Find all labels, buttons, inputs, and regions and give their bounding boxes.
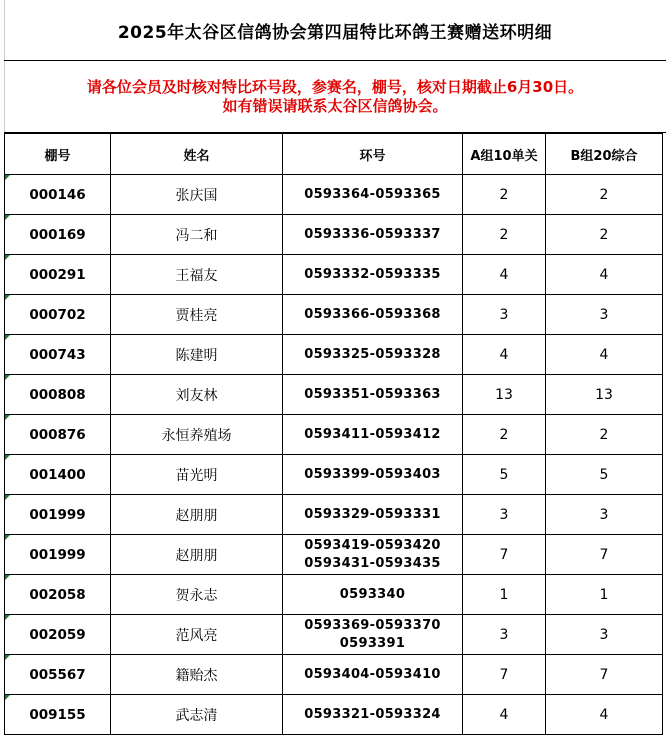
table-row (5, 655, 663, 695)
cell-shed[interactable]: 000169 (5, 215, 111, 255)
cell-shed[interactable]: 000146 (5, 175, 111, 215)
cell-shed[interactable]: 001400 (5, 455, 111, 495)
cell-name[interactable]: 范风亮 (111, 615, 283, 655)
cell-name[interactable]: 赵朋朋 (111, 535, 283, 575)
cell-ring[interactable] (283, 455, 463, 495)
cell-name[interactable]: 王福友 (111, 255, 283, 295)
ring-range-2: 0593431-0593435 (304, 555, 441, 571)
notice-line-2: 如有错误请联系太谷区信鸽协会。 (222, 96, 448, 115)
cell-ring[interactable] (283, 175, 463, 215)
ring-range-1: 0593419-0593420 (304, 537, 441, 553)
cell-ring[interactable] (283, 615, 463, 655)
cell-group-b[interactable]: 7 (546, 655, 663, 695)
cell-group-a[interactable]: 7 (463, 535, 546, 575)
cell-shed[interactable]: 001999 (5, 535, 111, 575)
table-row (5, 455, 663, 495)
notice-line-1: 请各位会员及时核对特比环号段，参赛名，棚号，核对日期截止6月30日。 (86, 77, 584, 96)
header-row (5, 134, 663, 175)
cell-group-a[interactable]: 4 (463, 255, 546, 295)
cell-name[interactable]: 永恒养殖场 (111, 415, 283, 455)
cell-name[interactable]: 赵朋朋 (111, 495, 283, 535)
table-row (5, 255, 663, 295)
table-row (5, 175, 663, 215)
ring-range-1: 0593404-0593410 (304, 666, 441, 682)
cell-ring[interactable] (283, 295, 463, 335)
cell-group-a[interactable]: 3 (463, 615, 546, 655)
cell-shed[interactable]: 000743 (5, 335, 111, 375)
ring-range-1: 0593411-0593412 (304, 426, 441, 442)
header-group-a[interactable]: A组10单关 (463, 134, 546, 175)
ring-range-1: 0593369-0593370 (304, 617, 441, 633)
cell-group-b[interactable]: 1 (546, 575, 663, 615)
cell-group-a[interactable]: 4 (463, 335, 546, 375)
cell-name[interactable]: 苗光明 (111, 455, 283, 495)
cell-name[interactable]: 贺永志 (111, 575, 283, 615)
header-shed[interactable]: 棚号 (5, 134, 111, 175)
cell-ring[interactable] (283, 535, 463, 575)
cell-ring[interactable] (283, 495, 463, 535)
table-row (5, 415, 663, 455)
cell-ring[interactable] (283, 655, 463, 695)
table-row (5, 495, 663, 535)
cell-shed[interactable]: 000808 (5, 375, 111, 415)
cell-group-a[interactable]: 3 (463, 495, 546, 535)
header-ring[interactable]: 环号 (283, 134, 463, 175)
cell-group-a[interactable]: 4 (463, 695, 546, 735)
cell-group-b[interactable]: 3 (546, 295, 663, 335)
cell-shed[interactable]: 009155 (5, 695, 111, 735)
cell-ring[interactable] (283, 415, 463, 455)
ring-range-1: 0593332-0593335 (304, 266, 441, 282)
ring-range-2: 0593391 (339, 635, 406, 651)
cell-group-a[interactable]: 7 (463, 655, 546, 695)
cell-ring[interactable] (283, 575, 463, 615)
ring-range-1: 0593399-0593403 (304, 466, 441, 482)
cell-name[interactable]: 刘友林 (111, 375, 283, 415)
cell-shed[interactable]: 000876 (5, 415, 111, 455)
table-row (5, 215, 663, 255)
cell-ring[interactable] (283, 335, 463, 375)
cell-group-b[interactable]: 4 (546, 335, 663, 375)
cell-ring[interactable] (283, 255, 463, 295)
cell-group-b[interactable]: 7 (546, 535, 663, 575)
cell-group-a[interactable]: 2 (463, 415, 546, 455)
cell-shed[interactable]: 000291 (5, 255, 111, 295)
cell-group-b[interactable]: 2 (546, 215, 663, 255)
ring-range-1: 0593364-0593365 (304, 186, 441, 202)
ring-range-1: 0593325-0593328 (304, 346, 441, 362)
ring-range-1: 0593351-0593363 (304, 386, 441, 402)
cell-group-b[interactable]: 13 (546, 375, 663, 415)
cell-name[interactable]: 张庆国 (111, 175, 283, 215)
cell-group-b[interactable]: 4 (546, 695, 663, 735)
table-row (5, 575, 663, 615)
cell-group-a[interactable]: 3 (463, 295, 546, 335)
cell-group-a[interactable]: 1 (463, 575, 546, 615)
ring-range-1: 0593340 (339, 586, 406, 602)
cell-group-a[interactable]: 5 (463, 455, 546, 495)
ring-range-1: 0593336-0593337 (304, 226, 441, 242)
ring-range-1: 0593366-0593368 (304, 306, 441, 322)
header-name[interactable]: 姓名 (111, 134, 283, 175)
cell-group-a[interactable]: 2 (463, 175, 546, 215)
ring-range-1: 0593329-0593331 (304, 506, 441, 522)
cell-group-b[interactable]: 2 (546, 415, 663, 455)
cell-group-b[interactable]: 3 (546, 495, 663, 535)
cell-group-a[interactable]: 2 (463, 215, 546, 255)
table-row (5, 375, 663, 415)
table-row (5, 335, 663, 375)
notice-banner[interactable] (4, 61, 666, 133)
cell-name[interactable]: 冯二和 (111, 215, 283, 255)
cell-group-a[interactable]: 13 (463, 375, 546, 415)
table-row (5, 295, 663, 335)
cell-group-b[interactable]: 3 (546, 615, 663, 655)
cell-shed[interactable]: 002058 (5, 575, 111, 615)
table-row (5, 615, 663, 655)
cell-shed[interactable]: 000702 (5, 295, 111, 335)
table-row (5, 695, 663, 735)
sheet-title[interactable]: 2025年太谷区信鸽协会第四届特比环鸽王赛赠送环明细 (4, 0, 666, 61)
cell-ring[interactable] (283, 695, 463, 735)
table-row (5, 535, 663, 575)
cell-name[interactable]: 贾桂亮 (111, 295, 283, 335)
ring-allocation-table (4, 133, 663, 735)
ring-range-1: 0593321-0593324 (304, 706, 441, 722)
cell-shed[interactable]: 001999 (5, 495, 111, 535)
cell-name[interactable]: 武志清 (111, 695, 283, 735)
cell-group-b[interactable]: 2 (546, 175, 663, 215)
cell-group-b[interactable]: 5 (546, 455, 663, 495)
cell-ring[interactable] (283, 215, 463, 255)
cell-name[interactable]: 陈建明 (111, 335, 283, 375)
cell-shed[interactable]: 005567 (5, 655, 111, 695)
cell-ring[interactable] (283, 375, 463, 415)
cell-group-b[interactable]: 4 (546, 255, 663, 295)
cell-shed[interactable]: 002059 (5, 615, 111, 655)
header-group-b[interactable]: B组20综合 (546, 134, 663, 175)
cell-name[interactable]: 籍贻杰 (111, 655, 283, 695)
